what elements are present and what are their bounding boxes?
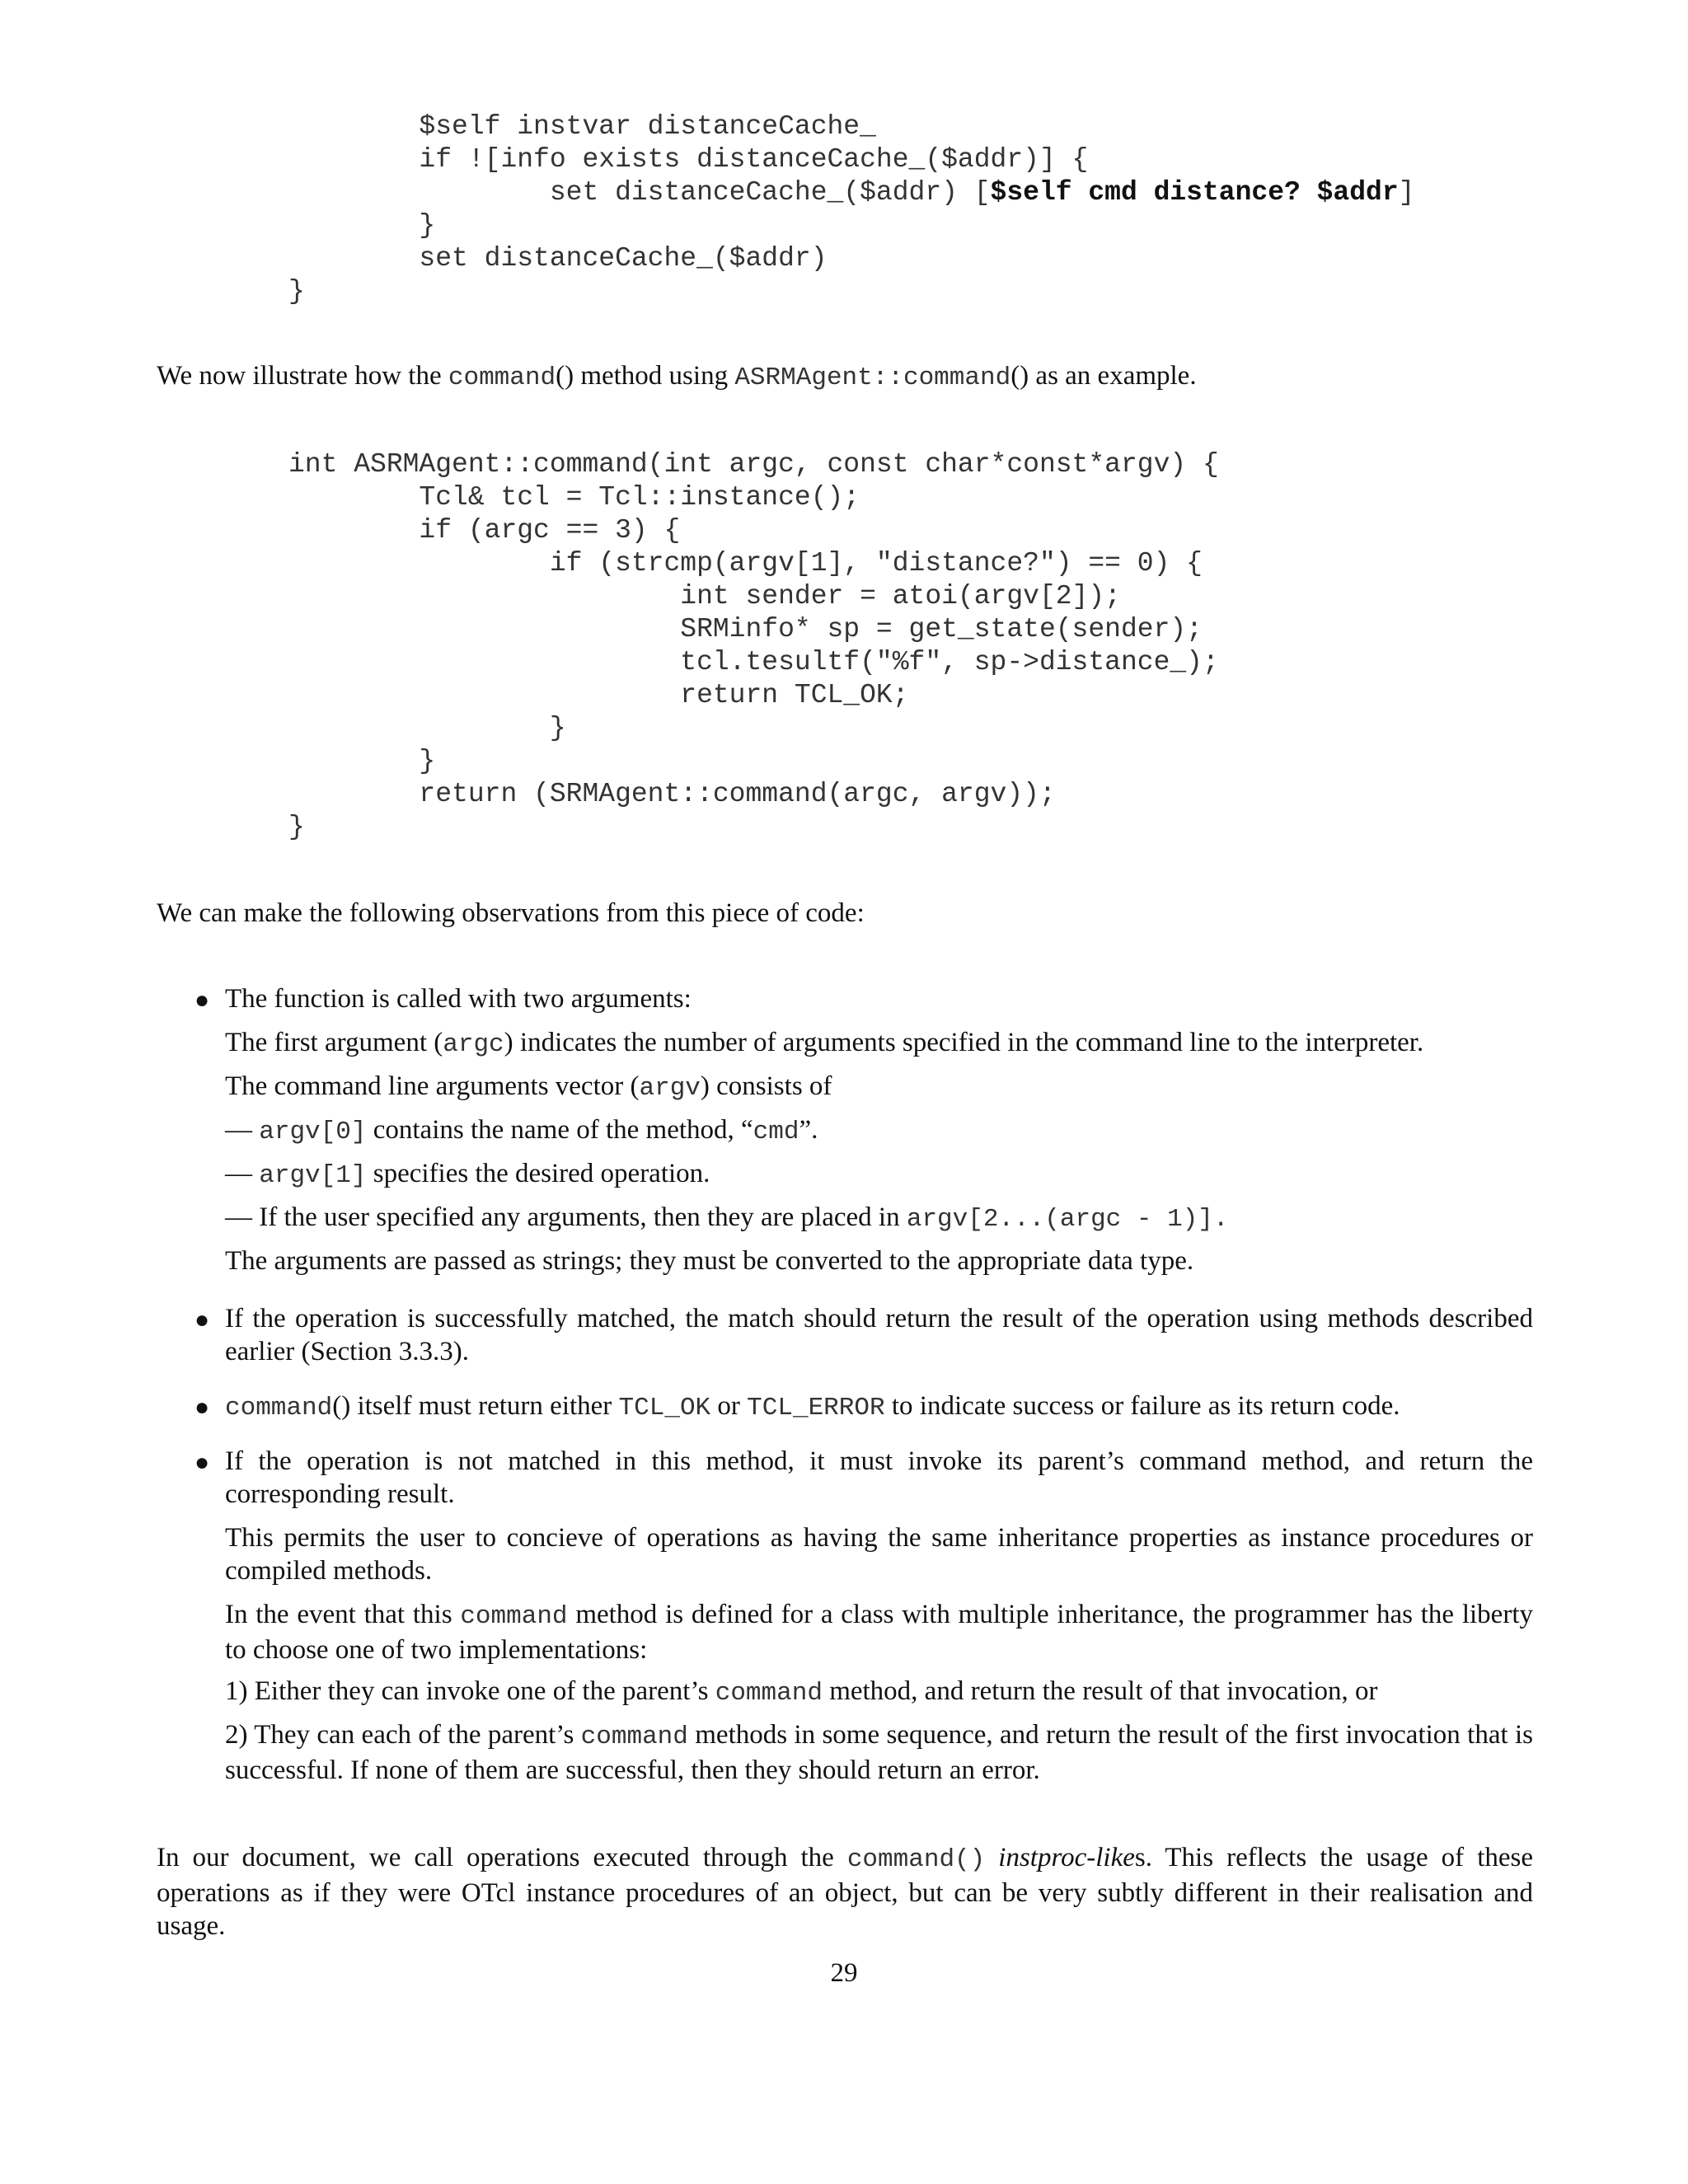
code-line: }	[288, 210, 436, 241]
code-line: }	[288, 746, 436, 776]
code-line: return (SRMAgent::command(argc, argv));	[288, 779, 1056, 809]
code-line: SRMinfo* sp = get_state(sender);	[288, 614, 1203, 644]
code-block-tcl	[288, 110, 1414, 308]
code-line: int ASRMAgent::command(int argc, const char*const*argv) {	[288, 449, 1219, 480]
code-block-cpp	[288, 448, 1219, 844]
bullet-marker: ●	[195, 1394, 210, 1421]
intro-paragraph: We now illustrate how the command() method using ASRMAgent::command() as an example.	[157, 361, 1197, 392]
code-line: int sender = atoi(argv[2]);	[288, 581, 1121, 612]
bullet-item-2: If the operation is successfully matched, the match should return the result of the operation using methods described earlier (Section 3.3.3).	[225, 1304, 1533, 1366]
bullet-marker: ●	[195, 1449, 210, 1476]
code-line: if (strcmp(argv[1], "distance?") == 0) {	[288, 548, 1203, 579]
bullet-marker: ●	[195, 987, 210, 1014]
code-line: }	[288, 812, 305, 842]
code-line: return TCL_OK;	[288, 680, 909, 710]
code-line: set distanceCache_($addr)	[288, 243, 828, 274]
code-line: set distanceCache_($addr) [	[288, 177, 991, 208]
bullet-item-3: command() itself must return either TCL_OK or TCL_ERROR to indicate success or failure as its return code.	[225, 1391, 1400, 1422]
document-page: $self instvar distanceCache_ if ![info exists distanceCache_($addr)] { set distanceCache_($addr) [$self cmd distance? $addr] } set distanceCache_($addr) } We now illustrate how the command() method using ASRMAgent::command() as an example. int ASRMAgent::command(int argc, const char*const*argv) { Tcl& tcl = Tcl::instance(); if (argc == 3) { if (strcmp(argv[1], "distance?") == 0) { int sender = atoi(argv[2]); SRMinfo* sp = get_state(sender); tcl.tesultf("%f", sp->distance_); return TCL_OK; } } return (SRMAgent::command(argc, argv)); } We can make the following observations from this piece of code: ● The function is called with two arguments: The first argument (argc) indicates the number of arguments specified in the command line to the interpreter. The command line arguments vector (argv) consists of — argv[0] contains the name of the method, “cmd”. — argv[1] specifies the desired operation. — If the user specified any arguments, then they are placed in argv[2...(argc - 1)]. The arguments are passed as strings; they must be converted to the appropriate data type. ● If the operation is successfully matched, the match should return the result of the operation using methods described earlier (Section 3.3.3). ● command() itself must return either TCL_OK or TCL_ERROR to indicate success or failure as its return code. ● If the operation is not matched in this method, it must invoke its parent’s command method, and return the corresponding result. This permits the user to concieve of operations as having the same inheritance properties as instance procedures or compiled methods. In the event that this command method is defined for a class with multiple inheritance, the programmer has the liberty to choose one of two implementations: 1) Either they can invoke one of the parent’s command method, and return the result of that invocation, or 2) They can each of the parent’s command methods in some sequence, and return the result of the first invocation that is successful. If none of them are successful, then they should return an error. In our document, we call operations executed through the command() instproc-likes. This reflects the usage of these operations as if they were OTcl instance procedures of an object, but can be very subtly different in their realisation and usage. 29	[0, 0, 1688, 2184]
code-line: $self instvar distanceCache_	[288, 111, 876, 142]
code-line: }	[288, 276, 305, 307]
code-line: tcl.tesultf("%f", sp->distance_);	[288, 647, 1219, 677]
code-line: }	[288, 713, 566, 743]
code-line: Tcl& tcl = Tcl::instance();	[288, 482, 860, 513]
code-line: if ![info exists distanceCache_($addr)] {	[288, 144, 1089, 175]
closing-paragraph: In our document, we call operations executed through the command() instproc-likes. This reflects the usage of these operations as if they were OTcl instance procedures of an object, but can be very subtly different in their realisation and usage.	[157, 1843, 1533, 1941]
bullet-marker: ●	[195, 1306, 210, 1333]
page-number: 29	[830, 1958, 858, 1988]
code-line: if (argc == 3) {	[288, 515, 681, 546]
observations-paragraph: We can make the following observations from this piece of code:	[157, 898, 865, 928]
code-bold-fragment: $self cmd distance? $addr	[990, 177, 1399, 208]
code-line-tail: ]	[1398, 177, 1415, 208]
